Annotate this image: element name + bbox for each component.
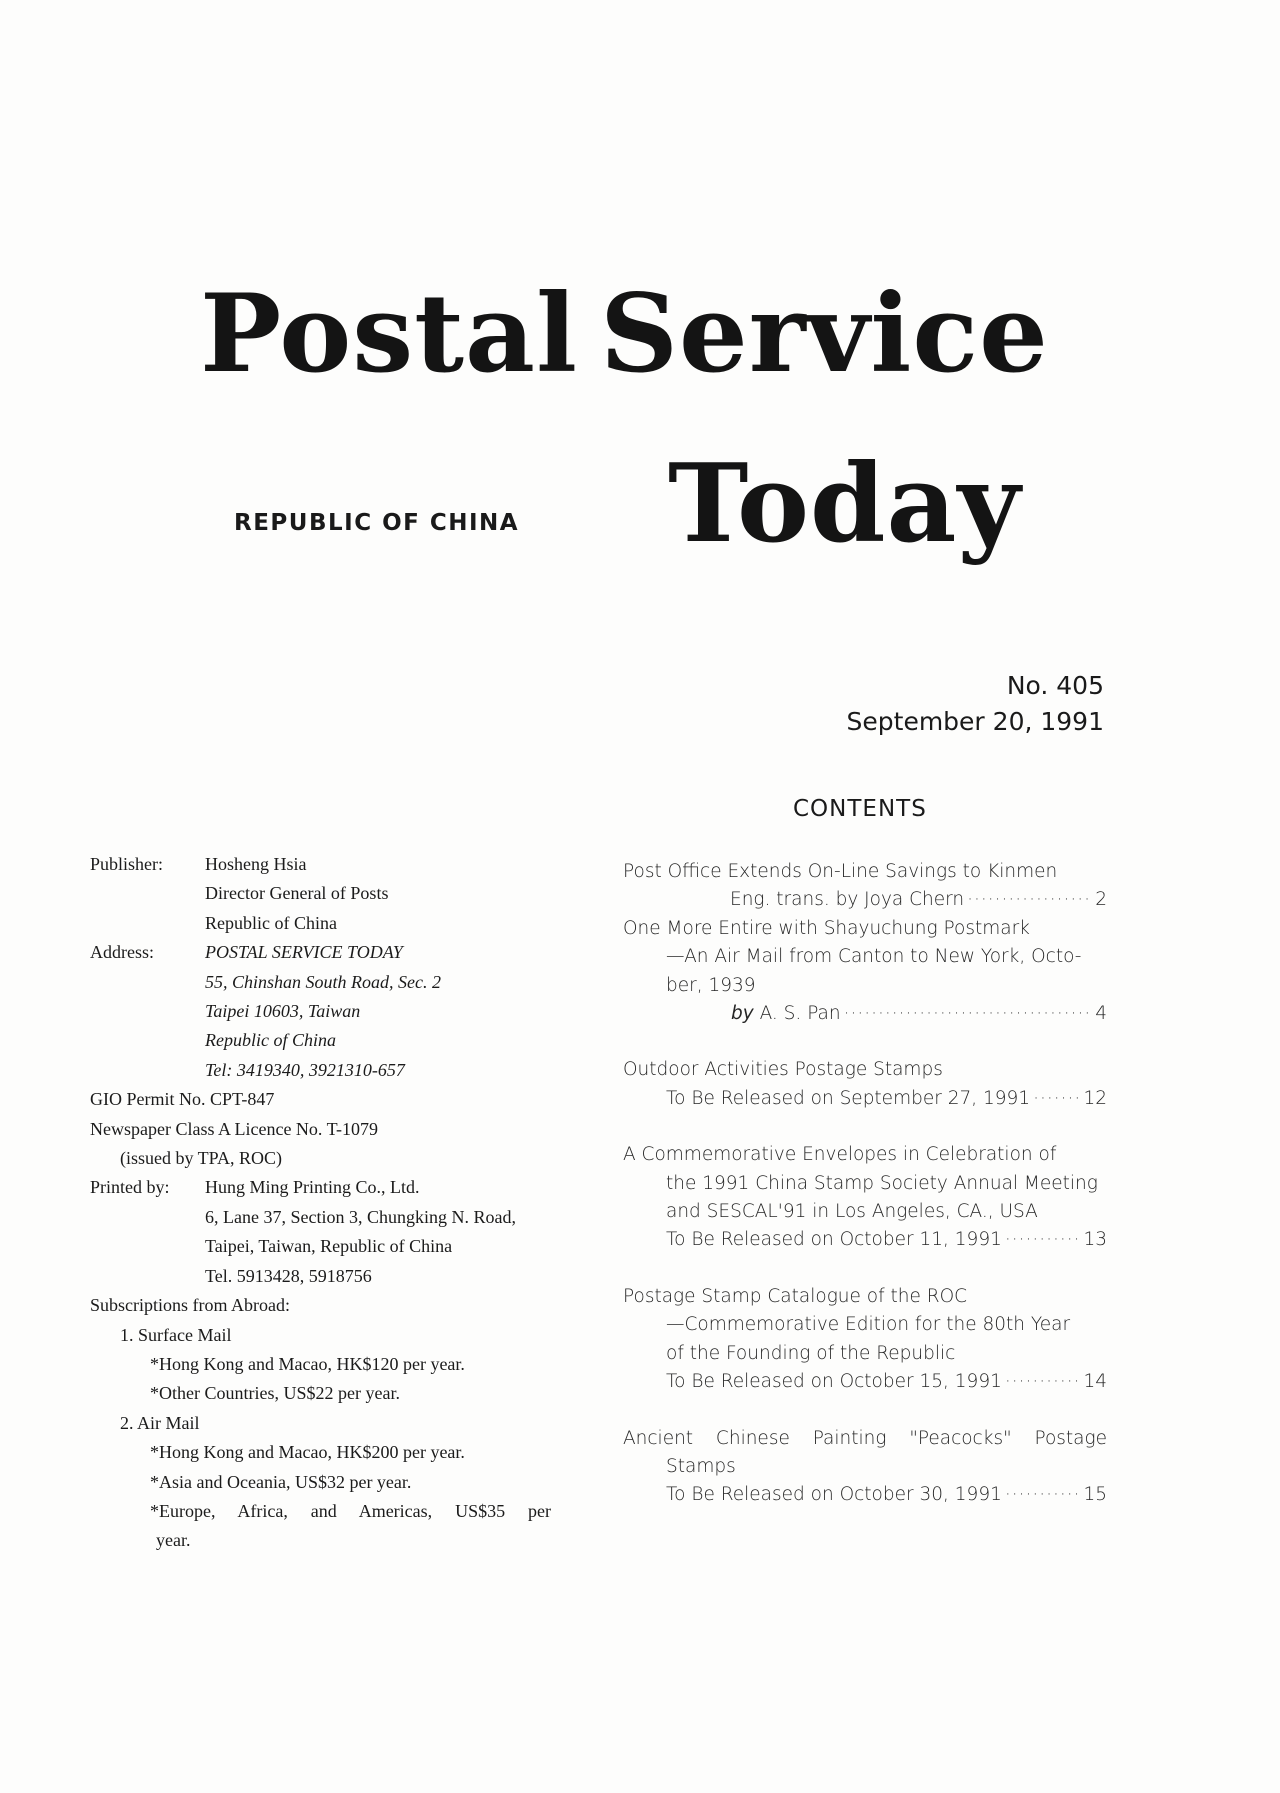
toc-release: To Be Released on October 30, 1991 <box>666 1484 1002 1506</box>
air-mail-heading: 2. Air Mail <box>120 1412 200 1433</box>
dot-leader <box>1005 1368 1081 1396</box>
printed-by-label: Printed by: <box>90 1177 170 1198</box>
subscriptions-heading: Subscriptions from Abroad: <box>90 1295 290 1316</box>
address-line: POSTAL SERVICE TODAY <box>205 942 403 963</box>
toc-byline-row <box>623 886 1107 914</box>
toc-page-number: 15 <box>1083 1484 1107 1506</box>
publication-info <box>90 850 570 1556</box>
address-line: Tel: 3419340, 3921310-657 <box>205 1059 405 1080</box>
toc-release: To Be Released on October 15, 1991 <box>666 1371 1002 1393</box>
issue-date: September 20, 1991 <box>846 707 1104 736</box>
address-line: 55, Chinshan South Road, Sec. 2 <box>205 971 441 992</box>
toc-title: Postage Stamp Catalogue of the ROC <box>623 1285 968 1307</box>
contents-heading: CONTENTS <box>793 796 927 822</box>
dot-leader <box>1033 1085 1080 1113</box>
toc-page-number: 14 <box>1083 1371 1107 1393</box>
toc-subtitle: Stamps <box>666 1455 736 1477</box>
newspaper-licence: Newspaper Class A Licence No. T-1079 <box>90 1118 378 1139</box>
licence-issuer: (issued by TPA, ROC) <box>120 1148 283 1169</box>
dot-leader <box>1005 1481 1081 1509</box>
toc-release-row <box>623 1085 1107 1113</box>
toc-title: Post Office Extends On-Line Savings to Kinmen <box>623 861 1058 882</box>
toc-entry <box>623 1283 1107 1397</box>
toc-subtitle: ber, 1939 <box>666 974 756 996</box>
toc-title: Ancient Chinese Painting "Peacocks" Postage <box>623 1427 1107 1449</box>
toc-release: To Be Released on September 27, 1991 <box>666 1087 1031 1109</box>
publisher-org: Republic of China <box>205 912 337 933</box>
printed-by-row <box>90 1173 570 1202</box>
dot-leader <box>1005 1226 1081 1254</box>
toc-entry <box>623 915 1107 1029</box>
surface-mail-heading: 1. Surface Mail <box>120 1324 232 1345</box>
subtitle-republic-of-china: REPUBLIC OF CHINA <box>234 510 520 536</box>
toc-page-number: 13 <box>1083 1229 1107 1251</box>
toc-page-number: 4 <box>1095 1003 1107 1025</box>
issue-info <box>847 668 1104 740</box>
toc-release-row <box>623 1481 1107 1509</box>
address-line: Republic of China <box>205 1030 336 1051</box>
masthead-word-service: Service <box>600 271 1049 397</box>
air-rate: year. <box>156 1530 191 1551</box>
air-rate: *Asia and Oceania, US$32 per year. <box>150 1471 412 1492</box>
toc-title: A Commemorative Envelopes in Celebration of <box>623 1144 1057 1166</box>
toc-byline-row <box>623 1000 1107 1028</box>
dot-leader <box>844 1000 1093 1028</box>
dot-leader <box>967 886 1092 914</box>
toc-page-number: 12 <box>1083 1087 1107 1109</box>
printer-line: 6, Lane 37, Section 3, Chungking N. Road, <box>205 1206 516 1227</box>
printer-line: Taipei, Taiwan, Republic of China <box>205 1236 453 1257</box>
printer-line: Hung Ming Printing Co., Ltd. <box>205 1177 420 1198</box>
toc-page-number: 2 <box>1095 889 1107 911</box>
toc-release-row <box>623 1368 1107 1396</box>
table-of-contents <box>623 858 1107 1538</box>
publisher-row <box>90 850 570 879</box>
toc-entry <box>623 1425 1107 1510</box>
toc-byline: Eng. trans. by Joya Chern <box>730 889 965 911</box>
toc-release-row <box>623 1226 1107 1254</box>
toc-title: One More Entire with Shayuchung Postmark <box>623 917 1030 939</box>
toc-subtitle: —An Air Mail from Canton to New York, Octo- <box>666 946 1082 968</box>
address-line: Taipei 10603, Taiwan <box>205 1001 361 1022</box>
gio-permit: GIO Permit No. CPT-847 <box>90 1089 275 1110</box>
masthead-word-postal: Postal <box>200 271 579 397</box>
toc-subtitle: and SESCAL'91 in Los Angeles, CA., USA <box>666 1201 1038 1223</box>
air-rate: *Europe, Africa, and Americas, US$35 per <box>150 1500 551 1521</box>
toc-subtitle: of the Founding of the Republic <box>666 1342 956 1364</box>
toc-entry <box>623 1056 1107 1113</box>
surface-rate: *Other Countries, US$22 per year. <box>150 1383 400 1404</box>
toc-entry <box>623 858 1107 915</box>
toc-subtitle: the 1991 China Stamp Society Annual Meeting <box>666 1172 1098 1194</box>
publisher-label: Publisher: <box>90 854 164 874</box>
toc-title: Outdoor Activities Postage Stamps <box>623 1059 943 1081</box>
toc-release: To Be Released on October 11, 1991 <box>666 1229 1002 1251</box>
publisher-title: Director General of Posts <box>205 883 389 904</box>
surface-rate: *Hong Kong and Macao, HK$120 per year. <box>150 1353 465 1374</box>
publisher-name: Hosheng Hsia <box>205 854 307 874</box>
toc-byline-prefix: by <box>731 1003 754 1025</box>
masthead-word-today: Today <box>668 441 1022 567</box>
toc-subtitle: —Commemorative Edition for the 80th Year <box>666 1314 1071 1336</box>
toc-entry <box>623 1141 1107 1255</box>
toc-byline: A. S. Pan <box>759 1003 841 1025</box>
address-row <box>90 938 570 967</box>
printer-line: Tel. 5913428, 5918756 <box>205 1265 372 1286</box>
address-label: Address: <box>90 942 154 963</box>
air-rate: *Hong Kong and Macao, HK$200 per year. <box>150 1442 465 1463</box>
issue-number: No. 405 <box>1006 671 1104 700</box>
